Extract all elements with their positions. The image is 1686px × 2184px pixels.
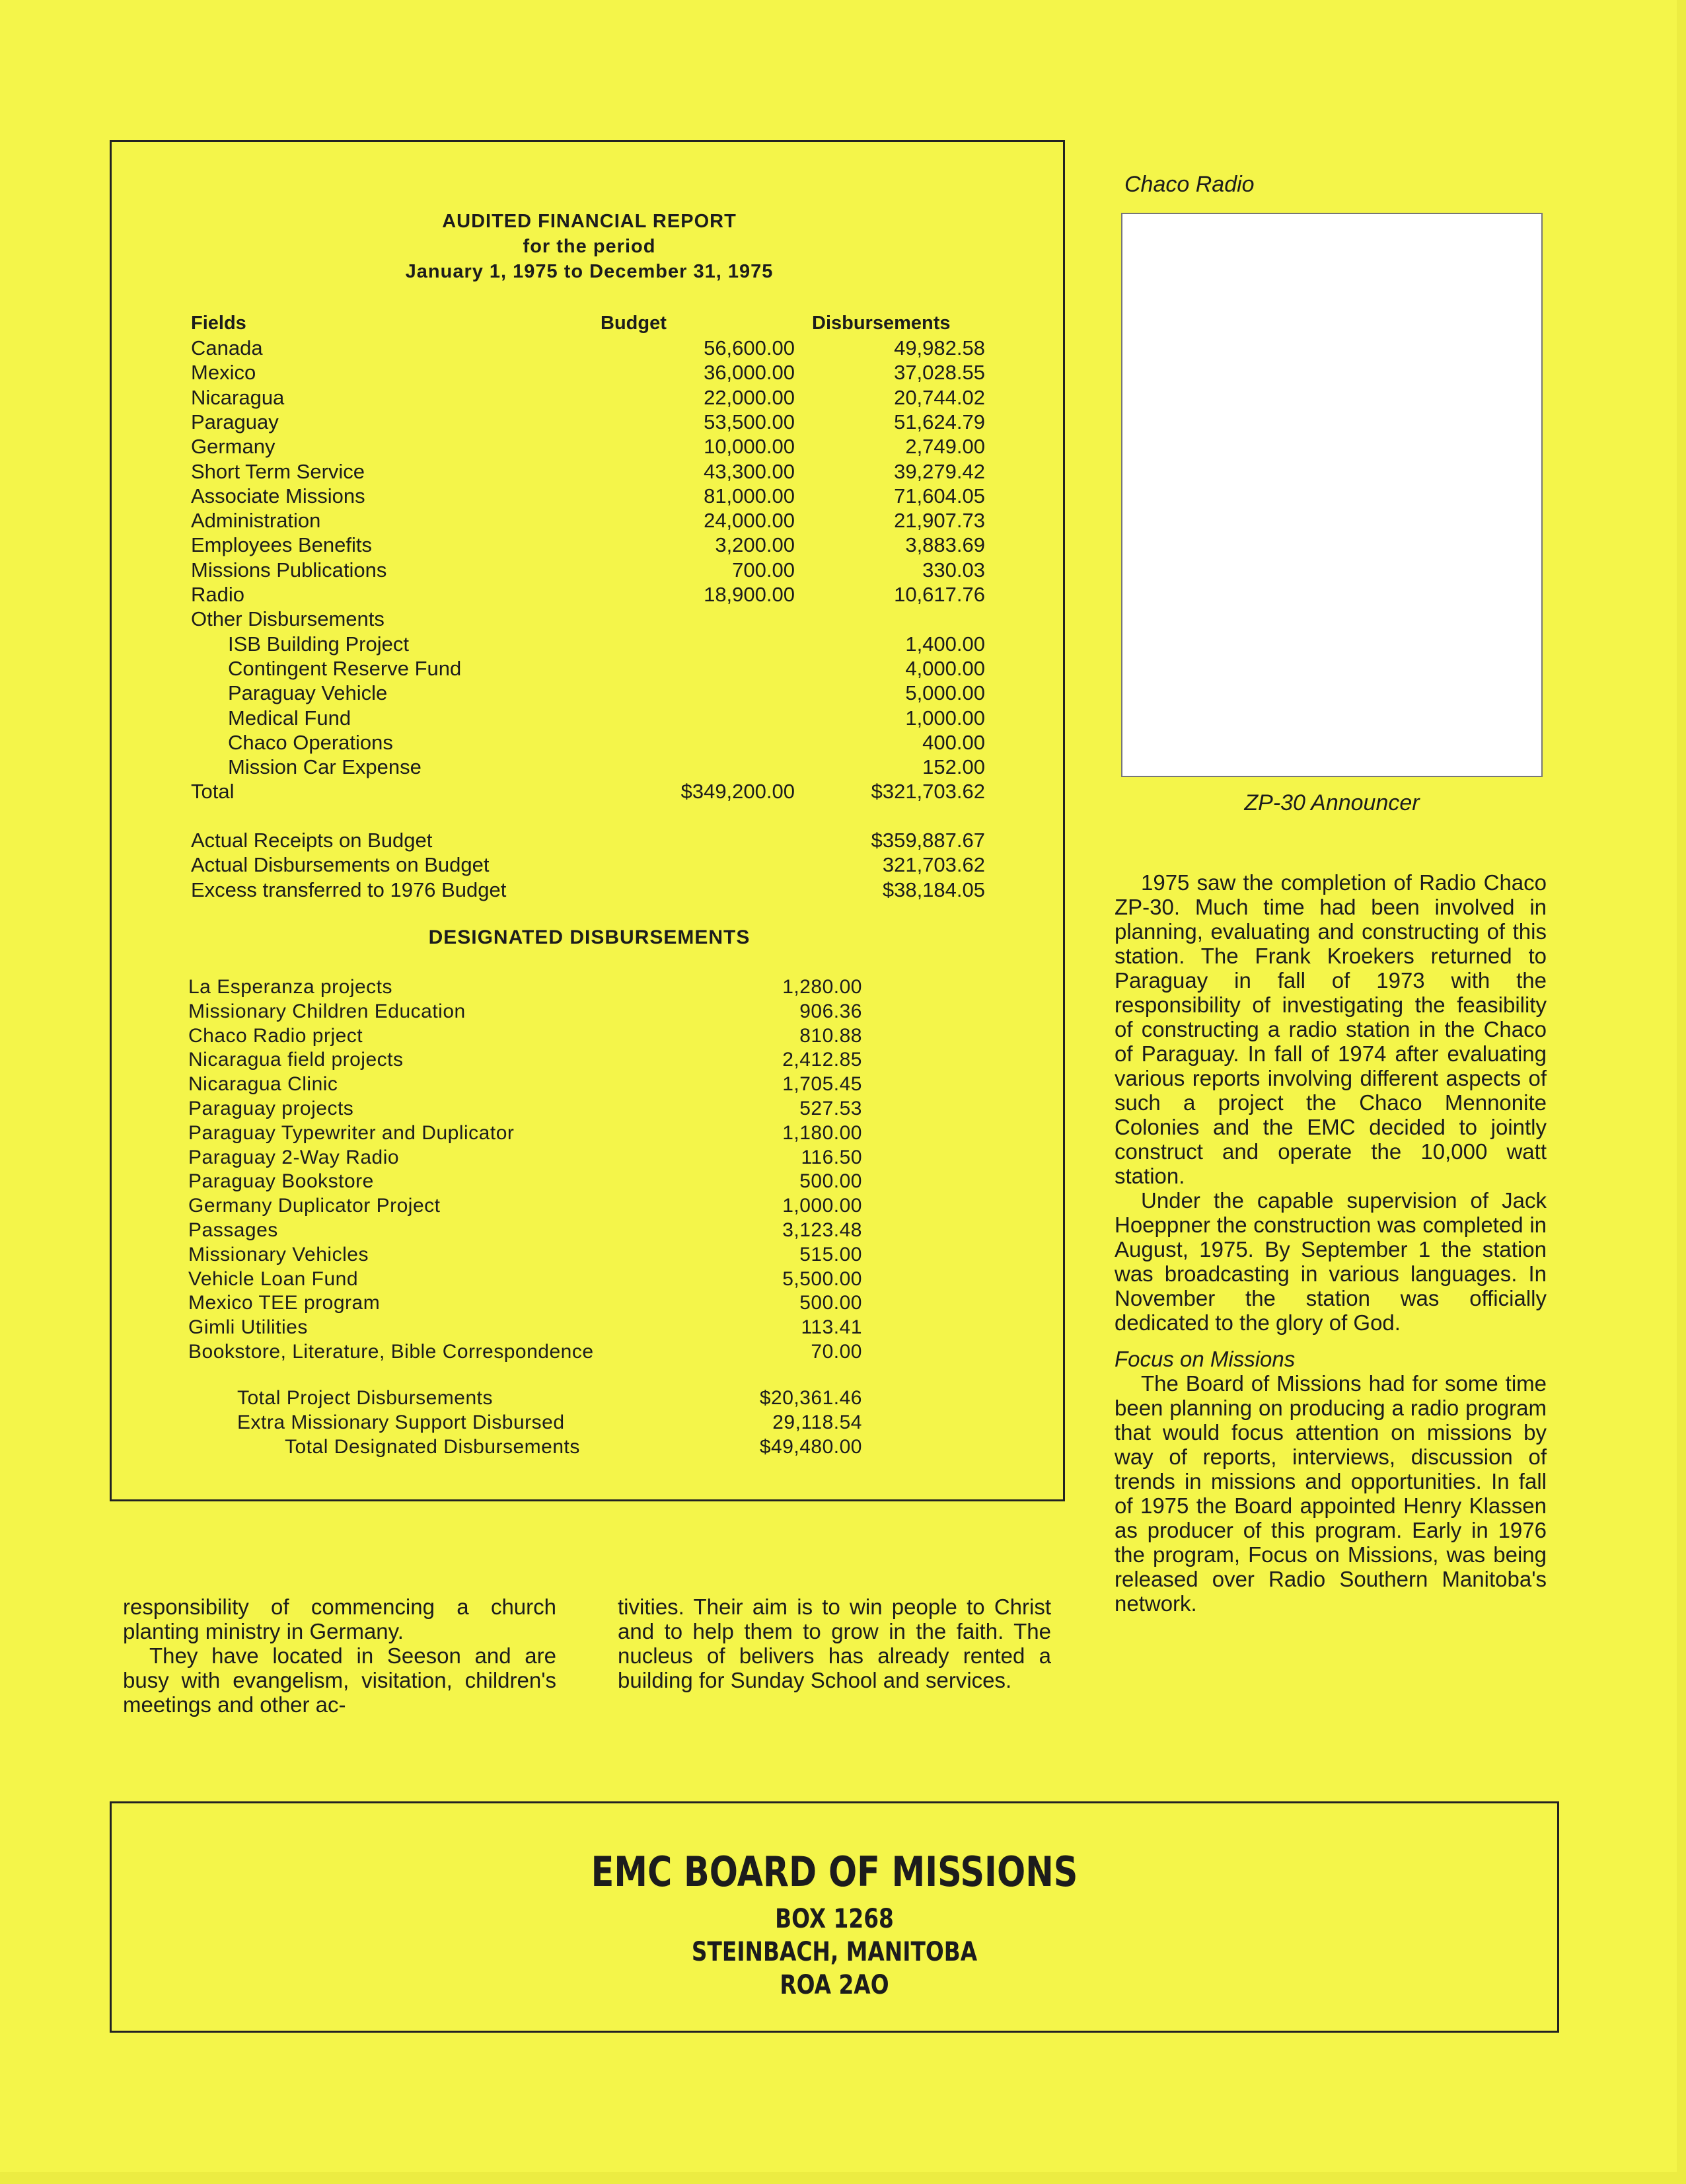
designated-label: Mexico TEE program (188, 1292, 381, 1314)
budget-value: 700.00 (732, 558, 795, 582)
disbursement-value: 400.00 (922, 730, 985, 754)
budget-value: 53,500.00 (704, 410, 795, 433)
budget-value: 10,000.00 (704, 435, 795, 459)
designated-label: Gimli Utilities (188, 1316, 308, 1339)
total-amount: $20,361.46 (759, 1387, 862, 1409)
designated-row (112, 1315, 1067, 1339)
table-row (112, 434, 1067, 459)
designated-amount: 1,000.00 (782, 1195, 862, 1217)
disbursement-value: 51,624.79 (894, 410, 985, 433)
table-row (112, 681, 1067, 705)
field-label: Nicaragua (191, 385, 285, 409)
designated-amount: 2,412.85 (782, 1049, 862, 1071)
field-label: Short Term Service (191, 459, 365, 483)
disbursement-value: 10,617.76 (894, 583, 985, 606)
disbursement-value: 152.00 (922, 755, 985, 779)
disbursement-value: 2,749.00 (905, 435, 985, 459)
table-row (112, 582, 1067, 607)
paragraph: responsibility of commencing a church planting ministry in Germany. (123, 1595, 556, 1643)
designated-row (112, 1145, 1067, 1170)
table-row (112, 755, 1067, 779)
field-label: Medical Fund (228, 706, 351, 730)
designated-row (112, 1072, 1067, 1096)
paragraph: tivities. Their aim is to win people to Christ and to help them to grow in the faith. The nucleus of belivers has already rented a building for Sunday School and services. (618, 1595, 1051, 1692)
disbursement-value: 71,604.05 (894, 484, 985, 508)
table-row (112, 533, 1067, 557)
designated-row (112, 1193, 1067, 1218)
designated-amount: 1,705.45 (782, 1073, 862, 1096)
disbursement-value: 21,907.73 (894, 509, 985, 533)
page-edge-right (1677, 0, 1686, 2184)
designated-row (112, 1121, 1067, 1145)
designated-row (112, 1024, 1067, 1048)
designated-row (112, 1339, 1067, 1364)
budget-value: 56,600.00 (704, 336, 795, 359)
page-edge-bottom (0, 2172, 1686, 2184)
address-postal-code: ROA 2AO (780, 1970, 889, 2000)
paragraph: 1975 saw the completion of Radio Chaco ZP-30. Much time had been involved in planning, evaluating and constructing of this station. The Frank Kroekers returned to Paraguay in fall of 1973 with the responsibility of investigating the feasibility of constructing a radio station in the Chaco of Paraguay. In fall of 1974 after evaluating various reports involving different aspects of such a project the Chaco Mennonite Colonies and the EMC decided to jointly construct and operate the 10,000 watt station. (1115, 870, 1547, 1188)
designated-title: DESIGNATED DISBURSEMENTS (428, 926, 751, 948)
field-label: Canada (191, 336, 263, 359)
table-row (112, 484, 1067, 508)
disbursement-value: $321,703.62 (871, 780, 985, 804)
field-label: Missions Publications (191, 558, 387, 582)
disbursement-value: 1,400.00 (905, 632, 985, 656)
budget-value: 3,200.00 (715, 533, 795, 557)
field-label: Germany (191, 435, 275, 459)
photo-placeholder (1121, 213, 1543, 777)
total-row (112, 1435, 1067, 1459)
designated-label: Missionary Children Education (188, 1000, 466, 1022)
total-label: Extra Missionary Support Disbursed (237, 1411, 565, 1433)
paragraph: Under the capable supervision of Jack Hoeppner the construction was completed in August, 1975. By September 1 the station was broadcasting in various languages. In November the station was officially dedicated to the glory of God. (1115, 1188, 1547, 1335)
summary-value: $359,887.67 (871, 829, 985, 852)
field-label: Other Disbursements (191, 607, 385, 631)
total-row (112, 1386, 1067, 1410)
table-row (112, 360, 1067, 385)
text-column-2 (618, 1595, 1051, 1692)
disbursement-value: 49,982.58 (894, 336, 985, 359)
table-row (112, 508, 1067, 533)
designated-amount: 515.00 (799, 1243, 862, 1265)
organization-name: EMC BOARD OF MISSIONS (591, 1848, 1078, 1896)
table-row (112, 656, 1067, 681)
summary-value: $38,184.05 (882, 878, 985, 901)
designated-label: Vehicle Loan Fund (188, 1267, 359, 1290)
designated-row (112, 1096, 1067, 1121)
disbursement-value: 37,028.55 (894, 361, 985, 385)
disbursement-value: 330.03 (922, 558, 985, 582)
designated-label: Germany Duplicator Project (188, 1195, 441, 1217)
budget-value: $349,200.00 (680, 780, 795, 804)
focus-heading: Focus on Missions (1115, 1347, 1296, 1371)
total-amount: $49,480.00 (759, 1435, 862, 1458)
designated-row (112, 1218, 1067, 1242)
address-box-number: BOX 1268 (775, 1904, 894, 1934)
designated-label: Paraguay Bookstore (188, 1170, 374, 1193)
total-label: Total Designated Disbursements (285, 1435, 580, 1458)
table-row (112, 779, 1067, 804)
designated-label: Missionary Vehicles (188, 1243, 369, 1265)
designated-label: Chaco Radio prject (188, 1024, 363, 1047)
address-city: STEINBACH, MANITOBA (691, 1937, 978, 1967)
field-label: ISB Building Project (228, 632, 409, 656)
field-label: Contingent Reserve Fund (228, 656, 462, 680)
designated-amount: 810.88 (799, 1024, 862, 1047)
header-budget: Budget (601, 313, 667, 334)
field-label: Administration (191, 509, 321, 533)
disbursement-value: 5,000.00 (905, 681, 985, 705)
field-label: Paraguay Vehicle (228, 681, 388, 705)
field-label: Total (191, 780, 235, 804)
summary-row (112, 878, 1067, 902)
total-amount: 29,118.54 (772, 1411, 862, 1433)
designated-label: Nicaragua field projects (188, 1049, 404, 1071)
report-subtitle: for the period (523, 236, 656, 257)
budget-value: 43,300.00 (704, 459, 795, 483)
designated-amount: 113.41 (801, 1316, 862, 1339)
budget-value: 36,000.00 (704, 361, 795, 385)
summary-value: 321,703.62 (882, 853, 985, 877)
field-label: Radio (191, 583, 244, 606)
designated-label: Nicaragua Clinic (188, 1073, 338, 1096)
designated-row (112, 1291, 1067, 1315)
designated-amount: 1,280.00 (782, 976, 862, 998)
summary-label: Actual Receipts on Budget (191, 829, 433, 852)
budget-value: 22,000.00 (704, 385, 795, 409)
summary-label: Actual Disbursements on Budget (191, 853, 490, 877)
financial-report-box (110, 140, 1065, 1501)
field-label: Employees Benefits (191, 533, 372, 557)
field-label: Mission Car Expense (228, 755, 422, 779)
table-row (112, 385, 1067, 410)
summary-label: Excess transferred to 1976 Budget (191, 878, 507, 901)
designated-amount: 527.53 (799, 1098, 862, 1119)
field-label: Paraguay (191, 410, 279, 433)
field-label: Associate Missions (191, 484, 365, 508)
header-disbursements: Disbursements (812, 313, 951, 334)
table-row (112, 730, 1067, 755)
address-box (110, 1801, 1559, 2033)
designated-row (112, 1047, 1067, 1072)
report-title: AUDITED FINANCIAL REPORT (442, 211, 737, 232)
designated-amount: 1,180.00 (782, 1121, 862, 1144)
designated-row (112, 999, 1067, 1024)
table-row (112, 336, 1067, 360)
designated-amount: 500.00 (799, 1170, 862, 1193)
designated-row (112, 1242, 1067, 1267)
table-row (112, 632, 1067, 656)
field-label: Chaco Operations (228, 730, 393, 754)
designated-amount: 116.50 (801, 1146, 862, 1168)
disbursement-value: 39,279.42 (894, 459, 985, 483)
paragraph: The Board of Missions had for some time been planning on producing a radio program that would focus attention on missions by way of reports, interviews, discussion of trends in missions and opportunities. In fall of 1975 the Board appointed Henry Klassen as producer of this program. Early in 1976 the program, Focus on Missions, was being released over Radio Southern Manitoba's network. (1115, 1371, 1547, 1616)
report-period: January 1, 1975 to December 31, 1975 (405, 261, 774, 282)
budget-value: 24,000.00 (704, 509, 795, 533)
total-row (112, 1410, 1067, 1435)
photo-caption: ZP-30 Announcer (1244, 790, 1420, 815)
disbursement-value: 3,883.69 (905, 533, 985, 557)
designated-label: Paraguay 2-Way Radio (188, 1146, 400, 1168)
designated-label: La Esperanza projects (188, 976, 393, 998)
radio-article (1115, 870, 1547, 1616)
total-label: Total Project Disbursements (237, 1387, 493, 1409)
header-fields: Fields (191, 313, 246, 334)
budget-value: 18,900.00 (704, 583, 795, 606)
designated-row (112, 1169, 1067, 1193)
table-row (112, 410, 1067, 434)
table-row (112, 607, 1067, 631)
designated-amount: 5,500.00 (782, 1267, 862, 1290)
summary-row (112, 828, 1067, 852)
paragraph: They have located in Seeson and are busy with evangelism, visitation, children's meetings and other ac- (123, 1643, 556, 1717)
disbursement-value: 4,000.00 (905, 656, 985, 680)
table-row (112, 706, 1067, 730)
disbursement-value: 1,000.00 (905, 706, 985, 730)
designated-row (112, 975, 1067, 999)
designated-row (112, 1267, 1067, 1291)
table-row (112, 459, 1067, 484)
designated-amount: 500.00 (799, 1292, 862, 1314)
photo-title: Chaco Radio (1124, 172, 1255, 197)
designated-amount: 906.36 (799, 1000, 862, 1022)
summary-row (112, 852, 1067, 877)
designated-label: Paraguay projects (188, 1098, 354, 1119)
disbursement-value: 20,744.02 (894, 385, 985, 409)
table-row (112, 558, 1067, 582)
designated-label: Bookstore, Literature, Bible Correspondence (188, 1341, 594, 1363)
designated-label: Paraguay Typewriter and Duplicator (188, 1121, 515, 1144)
designated-label: Passages (188, 1219, 278, 1241)
designated-amount: 70.00 (811, 1341, 862, 1363)
text-column-1 (123, 1595, 556, 1717)
field-label: Mexico (191, 361, 256, 385)
budget-value: 81,000.00 (704, 484, 795, 508)
designated-amount: 3,123.48 (782, 1219, 862, 1241)
